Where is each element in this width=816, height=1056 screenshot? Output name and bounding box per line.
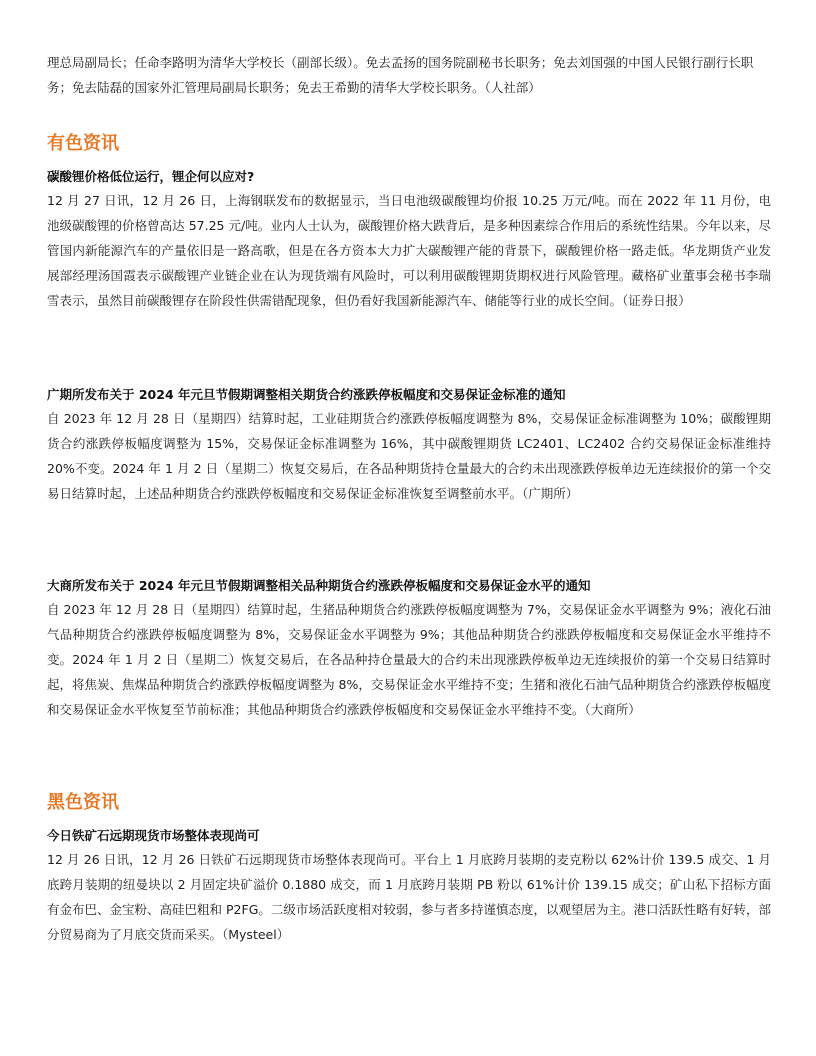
article-dce-notice [47,575,771,722]
article-gfex-notice [47,384,771,506]
article-body: 12 月 26 日讯，12 月 26 日铁矿石远期现货市场整体表现尚可。平台上 1 月底跨月装期的麦克粉以 62%计价 139.5 成交、1 月底跨月装期的纽曼块以 2 月固定块矿溢价 0.1880 成交，而 1 月底跨月装期 PB 粉以 61%计价 139.15 成交；矿山私下招标方面有金布巴、金宝粉、高硅巴粗和 P2FG。二级市场活跃度相对较弱，参与者多持谨慎态度，以观望居为主。港口活跃性略有好转，部分贸易商为了月底交货而采买。（Mysteel） [47,852,771,942]
article-body: 自 2023 年 12 月 28 日（星期四）结算时起，生猪品种期货合约涨跌停板幅度调整为 7%，交易保证金水平调整为 9%；液化石油气品种期货合约涨跌停板幅度调整为 8%，交易保证金水平调整为 9%；其他品种期货合约涨跌停板幅度和交易保证金水平维持不变。2024 年 1 月 2 日（星期二）恢复交易后，在各品种持仓量最大的合约未出现涨跌停板单边无连续报价的第一个交易日结算时起，将焦炭、焦煤品种期货合约涨跌停板幅度调整为 8%，交易保证金水平维持不变；生猪和液化石油气品种期货合约涨跌停板幅度和交易保证金水平恢复至节前标准；其他品种期货合约涨跌停板幅度和交易保证金水平维持不变。（大商所） [47,602,771,717]
article-title: 大商所发布关于 2024 年元旦节假期调整相关品种期货合约涨跌停板幅度和交易保证金水平的通知 [47,578,591,593]
article-body: 自 2023 年 12 月 28 日（星期四）结算时起，工业硅期货合约涨跌停板幅度调整为 8%，交易保证金标准调整为 10%；碳酸锂期货合约涨跌停板幅度调整为 15%，交易保证金标准调整为 16%，其中碳酸锂期货 LC2401、LC2402 合约交易保证金标准维持 20%不变。2024 年 1 月 2 日（星期二）恢复交易后，在各品种期货持仓量最大的合约未出现涨跌停板单边无连续报价的第一个交易日结算时起，上述品种期货合约涨跌停板幅度和交易保证金标准恢复至调整前水平。（广期所） [47,411,771,501]
article-lithium-carbonate [47,166,771,313]
article-iron-ore [47,825,771,947]
article-title: 今日铁矿石远期现货市场整体表现尚可 [47,828,260,843]
article-title: 广期所发布关于 2024 年元旦节假期调整相关期货合约涨跌停板幅度和交易保证金标准的通知 [47,387,566,402]
article-title: 碳酸锂价格低位运行，锂企何以应对? [47,169,255,184]
section-title-ferrous: 黑色资讯 [47,792,119,813]
article-body: 12 月 27 日讯，12 月 26 日，上海钢联发布的数据显示，当日电池级碳酸锂均价报 10.25 万元/吨。而在 2022 年 11 月份，电池级碳酸锂的价格曾高达 57.25 元/吨。业内人士认为，碳酸锂价格大跌背后，是多种因素综合作用后的系统性结果。今年以来，尽管国内新能源汽车的产量依旧是一路高歌，但是在各方资本大力扩大碳酸锂产能的背景下，碳酸锂价格一路走低。华龙期货产业发展部经理汤国霞表示碳酸锂产业链企业在认为现货端有风险时，可以利用碳酸锂期货期权进行风险管理。藏格矿业董事会秘书李瑞雪表示，虽然目前碳酸锂存在阶段性供需错配现象，但仍看好我国新能源汽车、储能等行业的成长空间。（证券日报） [47,193,771,308]
intro-paragraph: 理总局副局长；任命李路明为清华大学校长（副部长级）。免去孟扬的国务院副秘书长职务；免去刘国强的中国人民银行副行长职务；免去陆磊的国家外汇管理局副局长职务；免去王希勤的清华大学校长职务。（人社部） [47,55,754,95]
section-title-nonferrous: 有色资讯 [47,133,119,154]
